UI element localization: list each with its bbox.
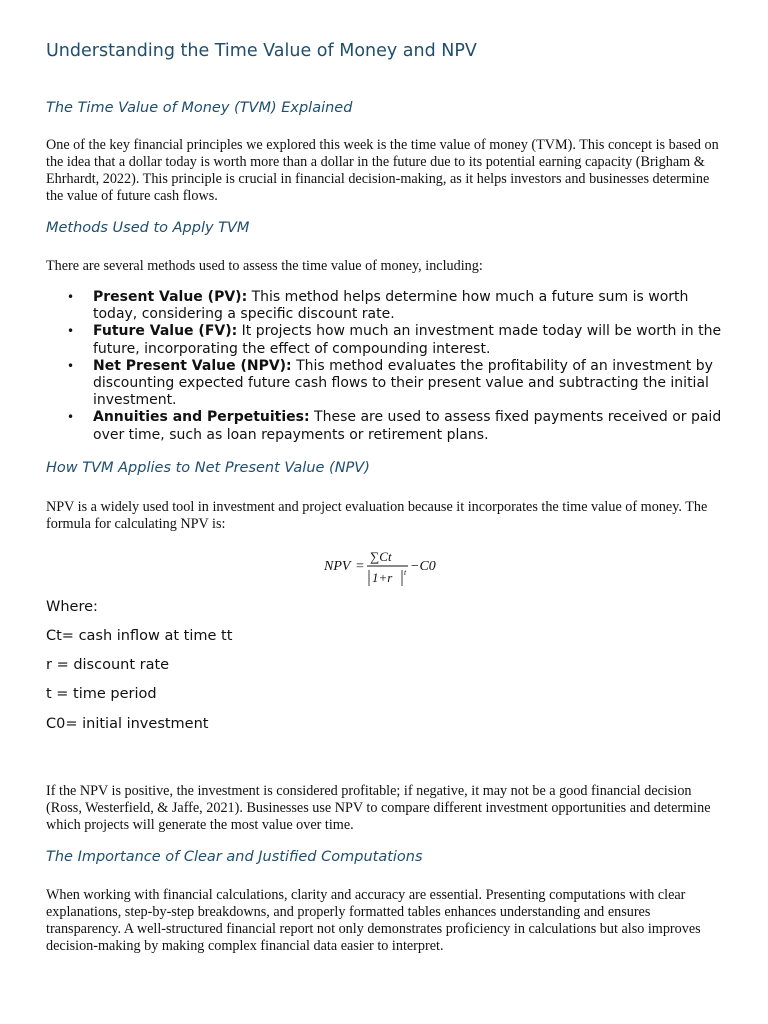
bullet-icon: •	[67, 358, 75, 373]
method-term: Net Present Value (NPV):	[93, 357, 292, 374]
bullet-icon: •	[67, 290, 75, 304]
heading-tvm-explained: The Time Value of Money (TVM) Explained	[46, 100, 353, 116]
method-term: Present Value (PV):	[93, 289, 248, 305]
formula-numerator: ∑Ct	[370, 549, 392, 564]
formula-lhs: NPV	[324, 559, 351, 574]
list-item	[46, 289, 736, 323]
where-label: Where:	[46, 599, 98, 615]
method-term: Annuities and Perpetuities:	[93, 409, 310, 426]
list-item	[46, 323, 736, 357]
npv-conclusion-paragraph: If the NPV is positive, the investment is considered profitable; if negative, it may not be a good financial decision (Ross, Westerfield, & Jaffe, 2021). Businesses use NPV to compare different investment opportunities and determine which projects will generate the most value over time.	[46, 783, 711, 833]
heading-methods: Methods Used to Apply TVM	[46, 220, 250, 236]
formula-equals: =	[356, 559, 364, 574]
method-term: Future Value (FV):	[93, 323, 238, 340]
methods-intro: There are several methods used to assess the time value of money, including:	[46, 258, 483, 274]
document-title: Understanding the Time Value of Money and NPV	[46, 41, 477, 61]
importance-paragraph: When working with financial calculations, clarity and accuracy are essential. Presenting computations with clear explanations, step-by-step breakdowns, and properly formatted tables enhances understanding and ensures transparency. A well-structured financial report not only demonstrates proficiency in calculations but also improves decision-making by making complex financial data easier to interpret.	[46, 887, 701, 954]
method-description: It projects how much an investment made today will be worth in the future, incorporating the effect of compounding interest.	[93, 323, 722, 357]
formula-denominator: 1+r	[372, 570, 393, 585]
npv-formula-graphic	[322, 548, 452, 588]
tvm-paragraph: One of the key financial principles we explored this week is the time value of money (TVM). This concept is based on the idea that a dollar today is worth more than a dollar in the future due to its potential earning capacity (Brigham & Ehrhardt, 2022). This principle is crucial in financial decision-making, as it helps investors and businesses determine the value of future cash flows.	[46, 137, 719, 204]
method-description: This method helps determine how much a future sum is worth today, considering a specific discount rate.	[93, 289, 689, 323]
definition-item: C0= initial investment	[46, 716, 209, 732]
npv-formula	[46, 548, 726, 588]
npv-paragraph: NPV is a widely used tool in investment and project evaluation because it incorporates the time value of money. The formula for calculating NPV is:	[46, 499, 708, 532]
definition-item: r = discount rate	[46, 657, 170, 673]
heading-npv: How TVM Applies to Net Present Value (NPV)	[46, 460, 370, 476]
list-item	[46, 409, 736, 443]
formula-minus-term: −C0	[410, 559, 436, 574]
bullet-icon: •	[67, 410, 75, 425]
methods-list	[46, 289, 736, 444]
list-item	[46, 358, 736, 410]
formula-exponent: t	[404, 568, 407, 577]
method-description: This method evaluates the profitability of an investment by discounting expected future cash flows to their present value and subtracting the initial investment.	[93, 357, 713, 409]
definition-item: t = time period	[46, 686, 157, 702]
method-description: These are used to assess fixed payments received or paid over time, such as loan repayments or retirement plans.	[93, 409, 722, 443]
heading-importance: The Importance of Clear and Justified Computations	[46, 849, 423, 865]
bullet-icon: •	[67, 324, 75, 339]
definition-item: Ct= cash inflow at time tt	[46, 628, 233, 644]
